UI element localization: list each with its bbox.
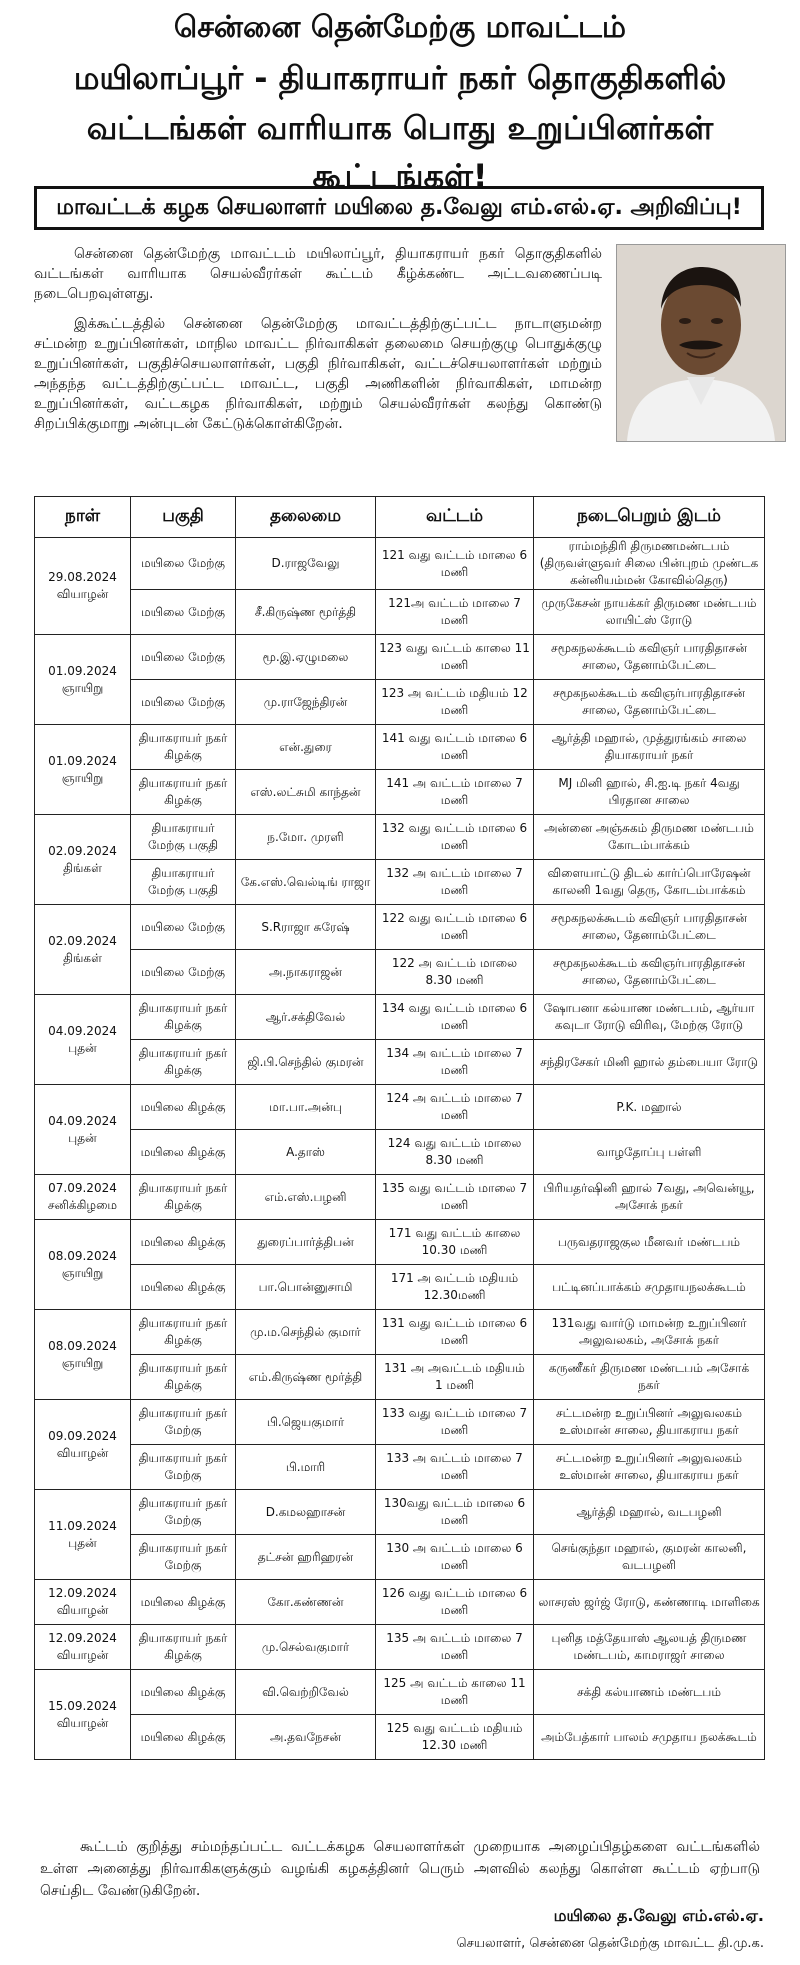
meeting-date-cell — [35, 1625, 131, 1670]
ward-cell: 132 அ வட்டம் மாலை 7 மணி — [376, 860, 534, 905]
constituency-title: மயிலாப்பூர் - தியாகராயர் நகர் தொகுதிகளில் — [73, 59, 727, 97]
meeting-day: புதன் — [68, 1040, 97, 1055]
ward-cell: 122 அ வட்டம் மாலை 8.30 மணி — [376, 950, 534, 995]
leader-cell: ஜி.பி.செந்தில் குமரன் — [236, 1040, 376, 1085]
meeting-date-cell — [35, 725, 131, 815]
venue-cell: சமூகநலக்கூடம் கவிஞர்பாரதிதாசன் சாலை, தேனாம்பேட்டை — [534, 680, 765, 725]
signature-role: செயலாளர், சென்னை தென்மேற்கு மாவட்ட தி.மு.க. — [456, 1936, 764, 1951]
table-row — [35, 905, 765, 950]
ward-cell: 135 அ வட்டம் மாலை 7 மணி — [376, 1625, 534, 1670]
table-row — [35, 538, 765, 590]
venue-cell: வாழதோப்பு பள்ளி — [534, 1130, 765, 1175]
table-row — [35, 1580, 765, 1625]
header-ward: வட்டம் — [376, 497, 534, 538]
ward-cell: 124 அ வட்டம் மாலை 7 மணி — [376, 1085, 534, 1130]
ward-cell: 126 வது வட்டம் மாலை 6 மணி — [376, 1580, 534, 1625]
leader-cell: எஸ்.லட்சுமி காந்தன் — [236, 770, 376, 815]
leader-cell: A.தாஸ் — [236, 1130, 376, 1175]
meeting-date-cell — [35, 1220, 131, 1310]
area-cell: மயிலை கிழக்கு — [131, 1715, 236, 1760]
ward-cell: 133 அ வட்டம் மாலை 7 மணி — [376, 1445, 534, 1490]
leader-cell: கே.எஸ்.வெல்டிங் ராஜா — [236, 860, 376, 905]
table-row — [35, 1310, 765, 1355]
ward-cell: 121அ வட்டம் மாலை 7 மணி — [376, 590, 534, 635]
table-row — [35, 995, 765, 1040]
ward-cell: 134 வது வட்டம் மாலை 6 மணி — [376, 995, 534, 1040]
ward-cell: 123 அ வட்டம் மதியம் 12 மணி — [376, 680, 534, 725]
ward-cell: 132 வது வட்டம் மாலை 6 மணி — [376, 815, 534, 860]
area-cell: மயிலை மேற்கு — [131, 950, 236, 995]
table-row — [35, 1040, 765, 1085]
area-cell: தியாகராயர் நகர் மேற்கு — [131, 1445, 236, 1490]
area-cell: மயிலை கிழக்கு — [131, 1670, 236, 1715]
meeting-date: 08.09.2024 — [48, 1248, 117, 1263]
meeting-date: 11.09.2024 — [48, 1518, 117, 1533]
district-title: சென்னை தென்மேற்கு மாவட்டம் — [173, 10, 627, 45]
area-cell: மயிலை கிழக்கு — [131, 1085, 236, 1130]
meeting-date-cell — [35, 1580, 131, 1625]
leader-cell: ஆர்.சக்திவேல் — [236, 995, 376, 1040]
leader-cell: வி.வெற்றிவேல் — [236, 1670, 376, 1715]
meeting-schedule-table — [34, 496, 765, 1760]
venue-cell: ராம்மந்திரி திருமணமண்டபம் (திருவள்ளுவர் சிலை பின்புறம் முண்டக கன்னியம்மன் கோவில்தெரு) — [534, 538, 765, 590]
venue-cell: செங்குந்தா மஹால், குமரன் காலனி, வடபழனி — [534, 1535, 765, 1580]
venue-cell: 131வது வார்டு மாமன்ற உறுப்பினர் அலுவலகம், அசோக் நகர் — [534, 1310, 765, 1355]
venue-cell: சமூகநலக்கூடம் கவிஞர்பாரதிதாசன் சாலை, தேனாம்பேட்டை — [534, 950, 765, 995]
meeting-date: 04.09.2024 — [48, 1113, 117, 1128]
meeting-title: வட்டங்கள் வாரியாக பொது உறுப்பினர்கள் கூட்டங்கள்! — [86, 109, 714, 195]
meeting-day: சனிக்கிழமை — [47, 1198, 118, 1212]
table-row — [35, 815, 765, 860]
meeting-date-cell — [35, 1310, 131, 1400]
leader-cell: பா.பொன்னுசாமி — [236, 1265, 376, 1310]
header-venue: நடைபெறும் இடம் — [534, 497, 765, 538]
table-row — [35, 590, 765, 635]
header-date: நாள் — [35, 497, 131, 538]
meeting-date: 29.08.2024 — [48, 570, 117, 584]
table-row — [35, 635, 765, 680]
area-cell: தியாகராயர் நகர் கிழக்கு — [131, 1040, 236, 1085]
area-cell: தியாகராயர் நகர் கிழக்கு — [131, 1625, 236, 1670]
leader-cell: கோ.கண்ணன் — [236, 1580, 376, 1625]
venue-cell: புனித மத்தேயாஸ் ஆலயத் திருமண மண்டபம், காமராஜர் சாலை — [534, 1625, 765, 1670]
meeting-date: 15.09.2024 — [48, 1698, 117, 1713]
meeting-date-cell — [35, 1490, 131, 1580]
leader-cell: மா.பா.அன்பு — [236, 1085, 376, 1130]
ward-cell: 171 அ வட்டம் மதியம் 12.30மணி — [376, 1265, 534, 1310]
meeting-date: 12.09.2024 — [48, 1586, 117, 1600]
meeting-date-cell — [35, 905, 131, 995]
ward-cell: 125 வது வட்டம் மதியம் 12.30 மணி — [376, 1715, 534, 1760]
area-cell: தியாகராயர் நகர் மேற்கு — [131, 1535, 236, 1580]
meeting-date-cell — [35, 1400, 131, 1490]
venue-cell: அம்பேத்கார் பாலம் சமுதாய நலக்கூடம் — [534, 1715, 765, 1760]
venue-cell: ஆர்த்தி மஹால், வடபழனி — [534, 1490, 765, 1535]
venue-cell: முருகேசன் நாயக்கர் திருமண மண்டபம் லாயிட்ஸ் ரோடு — [534, 590, 765, 635]
meeting-day: வியாழன் — [56, 1603, 109, 1617]
venue-cell: ஷோபனா கல்யாண மண்டபம், ஆர்யா கவுடா ரோடு விரிவு, மேற்கு ரோடு — [534, 995, 765, 1040]
ward-cell: 133 வது வட்டம் மாலை 7 மணி — [376, 1400, 534, 1445]
leader-cell: பி.ஜெயகுமார் — [236, 1400, 376, 1445]
area-cell: தியாகராயர் நகர் கிழக்கு — [131, 770, 236, 815]
area-cell: தியாகராயர் நகர் கிழக்கு — [131, 1175, 236, 1220]
footer-request: கூட்டம் குறித்து சம்மந்தப்பட்ட வட்டக்கழக செயலாளர்கள் முறையாக அழைப்பிதழ்களை வட்டங்களில் உள்ள அனைத்து நிர்வாகிகளுக்கும் வழங்கி கழகத்தினர் பெரும் அளவில் கலந்து கொள்ள கூட்டம் ஏற்பாடு செய்திட வேண்டுகிறேன். — [40, 1839, 760, 1899]
meeting-date: 12.09.2024 — [48, 1631, 117, 1645]
table-body — [35, 538, 765, 1760]
ward-cell: 125 அ வட்டம் காலை 11 மணி — [376, 1670, 534, 1715]
table-row — [35, 1445, 765, 1490]
meeting-date: 01.09.2024 — [48, 663, 117, 678]
intro-text — [34, 244, 602, 444]
venue-cell: ஆர்த்தி மஹால், முத்துரங்கம் சாலை தியாகராயர் நகர் — [534, 725, 765, 770]
area-cell: மயிலை மேற்கு — [131, 680, 236, 725]
meeting-date: 02.09.2024 — [48, 933, 117, 948]
meeting-date: 08.09.2024 — [48, 1338, 117, 1353]
meeting-date-cell — [35, 1175, 131, 1220]
venue-cell: சந்திரசேகர் மினி ஹால் தம்பையா ரோடு — [534, 1040, 765, 1085]
leader-cell: என்.துரை — [236, 725, 376, 770]
table-row — [35, 1670, 765, 1715]
table-header-row — [35, 497, 765, 538]
leader-cell: D.ராஜவேலு — [236, 538, 376, 590]
meeting-day: ஞாயிறு — [61, 680, 104, 695]
leader-cell: மூ.இ.ஏழுமலை — [236, 635, 376, 680]
venue-cell: பிரியதர்ஷினி ஹால் 7வது, அவென்யூ, அசோக் நகர் — [534, 1175, 765, 1220]
header-leader: தலைமை — [236, 497, 376, 538]
ward-cell: 123 வது வட்டம் காலை 11 மணி — [376, 635, 534, 680]
table-row — [35, 1085, 765, 1130]
meeting-day: வியாழன் — [56, 587, 109, 601]
ward-cell: 130வது வட்டம் மாலை 6 மணி — [376, 1490, 534, 1535]
area-cell: தியாகராயர் நகர் மேற்கு — [131, 1490, 236, 1535]
table-row — [35, 1535, 765, 1580]
meeting-date: 01.09.2024 — [48, 753, 117, 768]
area-cell: மயிலை மேற்கு — [131, 590, 236, 635]
leader-cell: மு.ராஜேந்திரன் — [236, 680, 376, 725]
ward-cell: 122 வது வட்டம் மாலை 6 மணி — [376, 905, 534, 950]
table-row — [35, 725, 765, 770]
meeting-date-cell — [35, 538, 131, 635]
meeting-day: ஞாயிறு — [61, 770, 104, 785]
venue-cell: MJ மினி ஹால், சி.ஐ.டி நகர் 4வது பிரதான சாலை — [534, 770, 765, 815]
meeting-day: திங்கள் — [63, 860, 102, 875]
venue-cell: லாசரஸ் ஜர்ஜ் ரோடு, கண்ணாடி மாளிகை — [534, 1580, 765, 1625]
ward-cell: 134 அ வட்டம் மாலை 7 மணி — [376, 1040, 534, 1085]
venue-cell: அன்னை அஞ்சுகம் திருமண மண்டபம் கோடம்பாக்கம் — [534, 815, 765, 860]
area-cell: மயிலை கிழக்கு — [131, 1130, 236, 1175]
meeting-day: வியாழன் — [56, 1445, 109, 1460]
area-cell: மயிலை மேற்கு — [131, 538, 236, 590]
table-row — [35, 1130, 765, 1175]
venue-cell: கருணீகர் திருமண மண்டபம் அசோக் நகர் — [534, 1355, 765, 1400]
table-row — [35, 860, 765, 905]
meeting-day: புதன் — [68, 1535, 97, 1550]
area-cell: மயிலை மேற்கு — [131, 905, 236, 950]
venue-cell: P.K. மஹால் — [534, 1085, 765, 1130]
leader-cell: மு.செல்வகுமார் — [236, 1625, 376, 1670]
meeting-day: புதன் — [68, 1130, 97, 1145]
area-cell: தியாகராயர் மேற்கு பகுதி — [131, 860, 236, 905]
area-cell: தியாகராயர் நகர் மேற்கு — [131, 1400, 236, 1445]
table-row — [35, 1265, 765, 1310]
table-row — [35, 1400, 765, 1445]
venue-cell: சக்தி கல்யாணம் மண்டபம் — [534, 1670, 765, 1715]
area-cell: மயிலை மேற்கு — [131, 635, 236, 680]
table-row — [35, 1220, 765, 1265]
meeting-date-cell — [35, 1085, 131, 1175]
leader-cell: அ.தவநேசன் — [236, 1715, 376, 1760]
venue-cell: விளையாட்டு திடல் கார்ப்பொரேஷன் காலனி 1வது தெரு, கோடம்பாக்கம் — [534, 860, 765, 905]
ward-cell: 131 அ அவட்டம் மதியம் 1 மணி — [376, 1355, 534, 1400]
table-row — [35, 680, 765, 725]
ward-cell: 141 வது வட்டம் மாலை 6 மணி — [376, 725, 534, 770]
venue-cell: சட்டமன்ற உறுப்பினர் அலுவலகம் உஸ்மான் சாலை, தியாகராய நகர் — [534, 1400, 765, 1445]
signature-name: மயிலை த.வேலு எம்.எல்.ஏ. — [553, 1906, 764, 1925]
table-row — [35, 770, 765, 815]
table-row — [35, 1355, 765, 1400]
table-row — [35, 1625, 765, 1670]
venue-cell: சமூகநலக்கூடம் கவிஞர் பாரதிதாசன் சாலை, தேனாம்பேட்டை — [534, 635, 765, 680]
area-cell: தியாகராயர் நகர் கிழக்கு — [131, 1310, 236, 1355]
area-cell: தியாகராயர் நகர் கிழக்கு — [131, 725, 236, 770]
intro-paragraph-1: சென்னை தென்மேற்கு மாவட்டம் மயிலாப்பூர், தியாகராயர் நகர் தொகுதிகளில் வட்டங்கள் வாரியாக செயல்வீரர்கள் கூட்டம் கீழ்க்கண்ட அட்டவணைப்படி நடைபெறவுள்ளது. — [34, 246, 602, 302]
meeting-day: வியாழன் — [56, 1648, 109, 1662]
ward-cell: 131 வது வட்டம் மாலை 6 மணி — [376, 1310, 534, 1355]
leader-cell: S.Rராஜா சுரேஷ் — [236, 905, 376, 950]
ward-cell: 121 வது வட்டம் மாலை 6 மணி — [376, 538, 534, 590]
meeting-day: ஞாயிறு — [61, 1265, 104, 1280]
meeting-day: திங்கள் — [63, 950, 102, 965]
header-area: பகுதி — [131, 497, 236, 538]
area-cell: தியாகராயர் நகர் கிழக்கு — [131, 995, 236, 1040]
ward-cell: 124 வது வட்டம் மாலை 8.30 மணி — [376, 1130, 534, 1175]
leader-cell: அ.நாகராஜன் — [236, 950, 376, 995]
ward-cell: 171 வது வட்டம் காலை 10.30 மணி — [376, 1220, 534, 1265]
meeting-date: 04.09.2024 — [48, 1023, 117, 1038]
table-row — [35, 950, 765, 995]
venue-cell: சட்டமன்ற உறுப்பினர் அலுவலகம் உஸ்மான் சாலை, தியாகராய நகர் — [534, 1445, 765, 1490]
table-row — [35, 1715, 765, 1760]
portrait-illustration — [617, 245, 785, 441]
venue-cell: பருவதராஜகுல மீனவர் மண்டபம் — [534, 1220, 765, 1265]
intro-paragraph-2: இக்கூட்டத்தில் சென்னை தென்மேற்கு மாவட்டத்திற்குட்பட்ட நாடாளுமன்ற சட்மன்ற உறுப்பினர்கள், மாநில மாவட்ட நிர்வாகிகள் தலைமை செயற்குழு பொதுக்குழு உறுப்பினர்கள், பகுதிச்செயலாளர்கள், பகுதி நிர்வாகிகள், வட்டச்செயலாளர்கள் மற்றும் அந்தந்த வட்டத்திற்குட்பட்ட மாவட்ட, பகுதி அணிகளின் நிர்வாகிகள், மாமன்ற உறுப்பினர்கள், வட்டகழக நிர்வாகிகள், மற்றும் செயல்வீரர்கள் கலந்து கொண்டு சிறப்பிக்குமாறு அன்புடன் கேட்டுக்கொள்கிறேன். — [34, 316, 602, 432]
meeting-day: வியாழன் — [56, 1715, 109, 1730]
ward-cell: 141 அ வட்டம் மாலை 7 மணி — [376, 770, 534, 815]
leader-cell: மு.ம.செந்தில் குமார் — [236, 1310, 376, 1355]
ward-cell: 135 வது வட்டம் மாலை 7 மணி — [376, 1175, 534, 1220]
venue-cell: பட்டினப்பாக்கம் சமுதாயநலக்கூடம் — [534, 1265, 765, 1310]
meeting-date: 02.09.2024 — [48, 843, 117, 858]
leader-cell: ந.மோ. முரளி — [236, 815, 376, 860]
leader-cell: பி.மாரி — [236, 1445, 376, 1490]
meeting-date: 07.09.2024 — [48, 1181, 117, 1195]
ward-cell: 130 அ வட்டம் மாலை 6 மணி — [376, 1535, 534, 1580]
leader-cell: சீ.கிருஷ்ண மூர்த்தி — [236, 590, 376, 635]
table-row — [35, 1490, 765, 1535]
meeting-date-cell — [35, 995, 131, 1085]
venue-cell: சமூகநலக்கூடம் கவிஞர் பாரதிதாசன் சாலை, தேனாம்பேட்டை — [534, 905, 765, 950]
meeting-date-cell — [35, 815, 131, 905]
area-cell: மயிலை கிழக்கு — [131, 1265, 236, 1310]
meeting-date: 09.09.2024 — [48, 1428, 117, 1443]
area-cell: மயிலை கிழக்கு — [131, 1220, 236, 1265]
table-row — [35, 1175, 765, 1220]
area-cell: தியாகராயர் நகர் கிழக்கு — [131, 1355, 236, 1400]
leader-cell: D.கமலஹாசன் — [236, 1490, 376, 1535]
announcement-banner: மாவட்டக் கழக செயலாளர் மயிலை த.வேலு எம்.எல்.ஏ. அறிவிப்பு! — [34, 186, 764, 230]
area-cell: மயிலை கிழக்கு — [131, 1580, 236, 1625]
leader-cell: எம்.எஸ்.பழனி — [236, 1175, 376, 1220]
meeting-date-cell — [35, 635, 131, 725]
leader-cell: தட்சன் ஹரிஹரன் — [236, 1535, 376, 1580]
portrait-photo — [616, 244, 786, 442]
leader-cell: எம்.கிருஷ்ண மூர்த்தி — [236, 1355, 376, 1400]
meeting-day: ஞாயிறு — [61, 1355, 104, 1370]
area-cell: தியாகராயர் மேற்கு பகுதி — [131, 815, 236, 860]
leader-cell: துரைப்பார்த்திபன் — [236, 1220, 376, 1265]
meeting-date-cell — [35, 1670, 131, 1760]
